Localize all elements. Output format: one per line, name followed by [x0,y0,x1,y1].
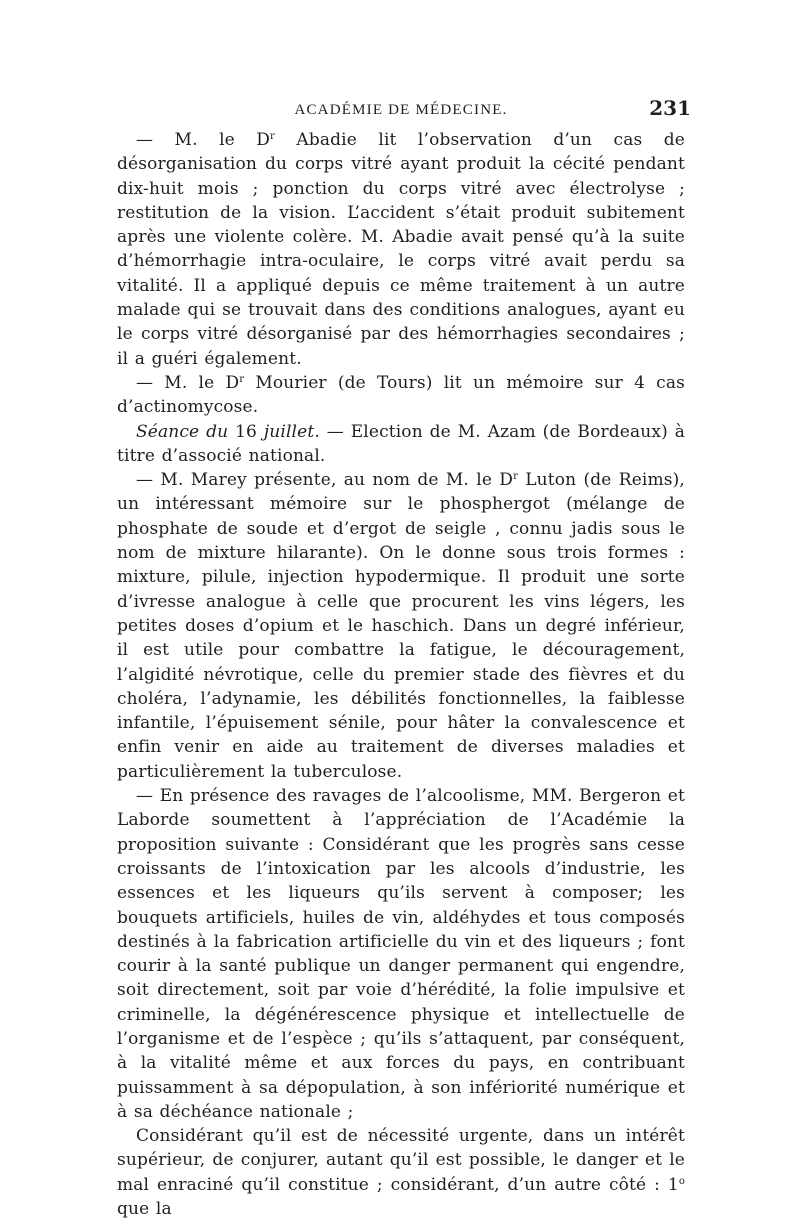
page-number: 231 [649,96,691,120]
paragraph-seance-16-juillet: Séance du 16 juillet. — Election de M. Azam (de Bordeaux) à titre d’associé national. [117,421,685,466]
paragraph-marey-luton: — M. Marey présente, au nom de M. le $D^r$ Luton (de Reims), un intéressant mémoire sur le phosphergot (mélange de phosphate de soude et d’ergot de seigle , connu jadis sous le nom de mixture hilarante). On le donne sous trois formes : mixture, pilule, injection hypodermique. Il produit une sorte d’ivresse analogue à celle que procurent les vins légers, les petites doses d’opium et le haschich. Dans un degré inférieur, il est utile pour combattre la fatigue, le découragement, l’algidité névrotique, celle du premier stade des fièvres et du choléra, l’adynamie, les débilités fonctionnelles, la faiblesse infantile, l’épuisement sénile, pour hâter la convalescence et enfin venir en aide au traitement de diverses maladies et particulièrement la tuberculose. [117,470,685,782]
page-header [117,96,691,126]
body-text [117,128,685,1221]
running-title: ACADÉMIE DE MÉDECINE. [294,102,508,118]
paragraph-mourier: — M. le $D^r$ Mourier (de Tours) lit un mémoire sur 4 cas d’actinomycose. [117,372,685,418]
book-page [117,96,691,1221]
paragraph-alcoolisme: — En présence des ravages de l’alcoolisme, MM. Bergeron et Laborde soumettent à l’appréciation de l’Académie la proposition suivante : Considérant que les progrès sans cesse croissants de l’intoxication par les alcools d’industrie, les essences et les liqueurs qu’ils servent à composer; les bouquets artificiels, huiles de vin, aldéhydes et tous composés destinés à la fabrication artificielle du vin et des liqueurs ; font courir à la santé publique un danger permanent qui engendre, soit directement, soit par voie d’hérédité, la folie impulsive et criminelle, la dégénérescence physique et intellectuelle de l’organisme et de l’espèce ; qu’ils s’attaquent, par conséquent, à la vitalité même et aux forces du pays, en contribuant puissamment à sa dépopulation, à son infériorité numérique et à sa déchéance nationale ; [117,786,685,1122]
paragraph-considerant: Considérant qu’il est de nécessité urgente, dans un intérêt supérieur, de conjurer, autant qu’il est possible, le danger et le mal enraciné qu’il constitue ; considérant, d’un autre côté : 1$^o$ que la [117,1126,685,1220]
paragraph-abadie: — M. le $D^r$ Abadie lit l’observation d’un cas de désorganisation du corps vitré ayant produit la cécité pendant dix-huit mois ; ponction du corps vitré avec électrolyse ; restitution de la vision. L’accident s’était produit subitement après une violente colère. M. Abadie avait pensé qu’à la suite d’hémorrhagie intra-oculaire, le corps vitré avait perdu sa vitalité. Il a appliqué depuis ce même traitement à un autre malade qui se trouvait dans des conditions analogues, ayant eu le corps vitré désorganisé par des hémorrhagies secondaires ; il a guéri également. [117,130,685,369]
